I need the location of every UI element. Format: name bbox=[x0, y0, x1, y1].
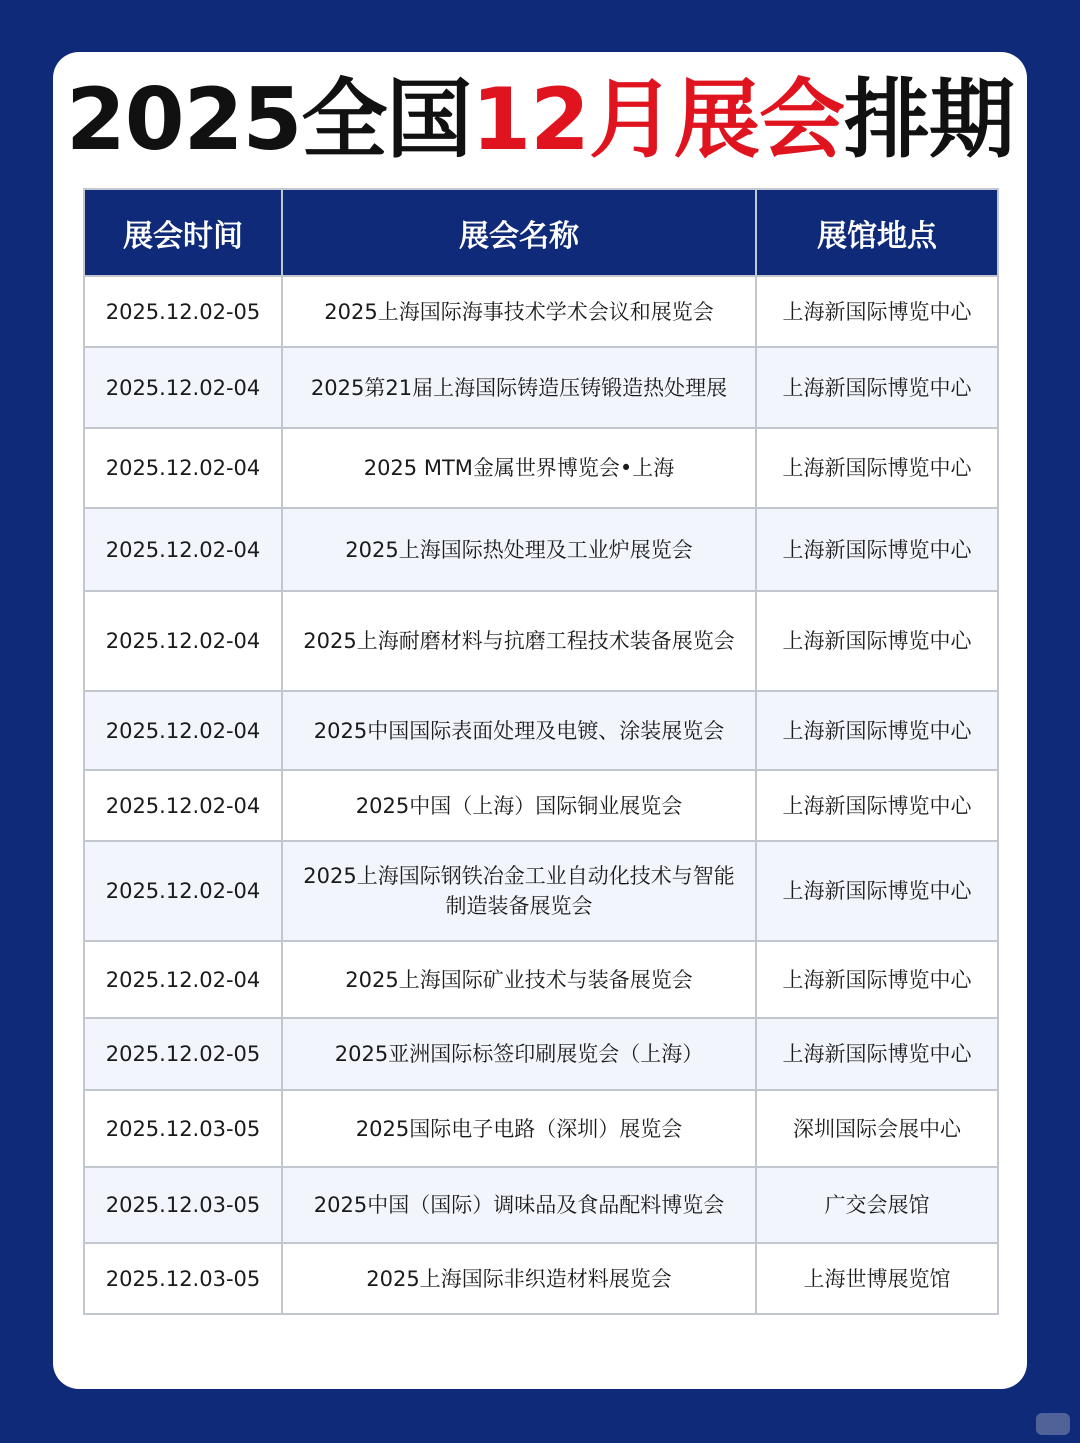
cell-name: 2025上海国际钢铁冶金工业自动化技术与智能制造装备展览会 bbox=[282, 841, 756, 941]
header-name: 展会名称 bbox=[282, 189, 756, 276]
cell-date: 2025.12.02-05 bbox=[84, 276, 282, 347]
table-row bbox=[84, 841, 998, 941]
cell-venue: 上海新国际博览中心 bbox=[756, 347, 998, 428]
cell-date: 2025.12.03-05 bbox=[84, 1167, 282, 1243]
exhibition-schedule-table bbox=[83, 188, 999, 1315]
cell-venue: 上海新国际博览中心 bbox=[756, 276, 998, 347]
cell-date: 2025.12.03-05 bbox=[84, 1090, 282, 1167]
cell-name: 2025第21届上海国际铸造压铸锻造热处理展 bbox=[282, 347, 756, 428]
table-row bbox=[84, 1018, 998, 1090]
cell-venue: 上海世博展览馆 bbox=[756, 1243, 998, 1314]
table-row bbox=[84, 691, 998, 770]
cell-date: 2025.12.02-04 bbox=[84, 691, 282, 770]
cell-name: 2025中国（国际）调味品及食品配料博览会 bbox=[282, 1167, 756, 1243]
table-row bbox=[84, 1167, 998, 1243]
title-schedule: 排期 bbox=[844, 70, 1015, 170]
cell-venue: 上海新国际博览中心 bbox=[756, 691, 998, 770]
title-year-region: 2025全国 bbox=[65, 70, 472, 170]
cell-venue: 上海新国际博览中心 bbox=[756, 1018, 998, 1090]
cell-venue: 上海新国际博览中心 bbox=[756, 941, 998, 1018]
table-row bbox=[84, 941, 998, 1018]
cell-name: 2025上海国际海事技术学术会议和展览会 bbox=[282, 276, 756, 347]
cell-venue: 上海新国际博览中心 bbox=[756, 591, 998, 691]
cell-name: 2025上海耐磨材料与抗磨工程技术装备展览会 bbox=[282, 591, 756, 691]
title-month-highlight: 12月展会 bbox=[471, 70, 845, 170]
cell-venue: 上海新国际博览中心 bbox=[756, 508, 998, 591]
cell-venue: 上海新国际博览中心 bbox=[756, 770, 998, 841]
cell-name: 2025上海国际非织造材料展览会 bbox=[282, 1243, 756, 1314]
cell-name: 2025 MTM金属世界博览会•上海 bbox=[282, 428, 756, 508]
cell-date: 2025.12.02-04 bbox=[84, 428, 282, 508]
cell-name: 2025亚洲国际标签印刷展览会（上海） bbox=[282, 1018, 756, 1090]
table-row bbox=[84, 276, 998, 347]
cell-name: 2025上海国际热处理及工业炉展览会 bbox=[282, 508, 756, 591]
cell-date: 2025.12.02-04 bbox=[84, 770, 282, 841]
cell-name: 2025中国国际表面处理及电镀、涂装展览会 bbox=[282, 691, 756, 770]
cell-date: 2025.12.02-05 bbox=[84, 1018, 282, 1090]
table-row bbox=[84, 1090, 998, 1167]
cell-name: 2025上海国际矿业技术与装备展览会 bbox=[282, 941, 756, 1018]
table-row bbox=[84, 591, 998, 691]
cell-venue: 上海新国际博览中心 bbox=[756, 841, 998, 941]
header-date: 展会时间 bbox=[84, 189, 282, 276]
cell-date: 2025.12.02-04 bbox=[84, 347, 282, 428]
table-row bbox=[84, 428, 998, 508]
table-row bbox=[84, 1243, 998, 1314]
cell-date: 2025.12.02-04 bbox=[84, 508, 282, 591]
table-header-row bbox=[84, 189, 998, 276]
cell-date: 2025.12.02-04 bbox=[84, 841, 282, 941]
cell-venue: 上海新国际博览中心 bbox=[756, 428, 998, 508]
table-row bbox=[84, 508, 998, 591]
cell-date: 2025.12.02-04 bbox=[84, 941, 282, 1018]
cell-name: 2025国际电子电路（深圳）展览会 bbox=[282, 1090, 756, 1167]
header-venue: 展馆地点 bbox=[756, 189, 998, 276]
cell-name: 2025中国（上海）国际铜业展览会 bbox=[282, 770, 756, 841]
cell-venue: 广交会展馆 bbox=[756, 1167, 998, 1243]
cell-venue: 深圳国际会展中心 bbox=[756, 1090, 998, 1167]
page-title bbox=[0, 70, 1080, 170]
cell-date: 2025.12.02-04 bbox=[84, 591, 282, 691]
cell-date: 2025.12.03-05 bbox=[84, 1243, 282, 1314]
table-row bbox=[84, 347, 998, 428]
table-row bbox=[84, 770, 998, 841]
watermark-logo bbox=[1036, 1413, 1070, 1435]
